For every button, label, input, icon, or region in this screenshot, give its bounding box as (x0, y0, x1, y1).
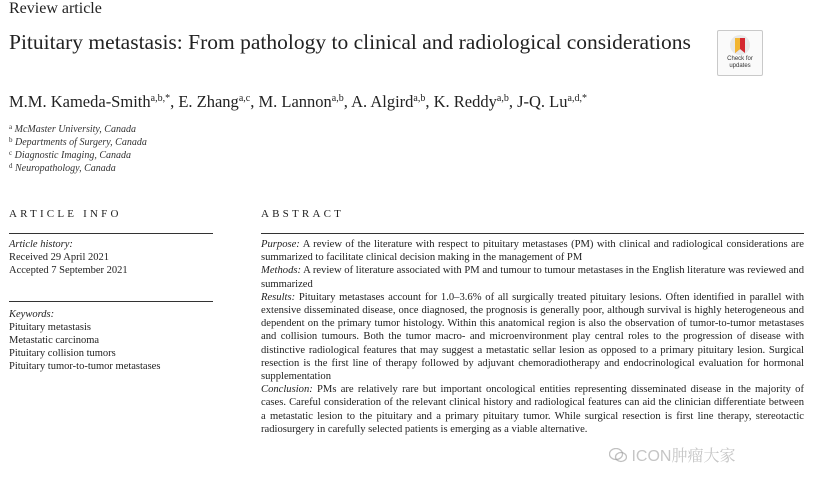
affiliation-item: $^a$ McMaster University, Canada (9, 123, 136, 135)
article-info-heading: ARTICLE INFO (9, 208, 122, 220)
article-history (9, 238, 128, 277)
author[interactable]: A. Algird$^{a,b}$ (351, 92, 426, 111)
received-date: Received 29 April 2021 (9, 252, 110, 263)
affiliations (9, 123, 147, 175)
abstract-conclusion: Conclusion: PMs are relatively rare but important oncological entities representing disseminated disease in the majority of cases. Careful consideration of the relevant clinical history and radiological features can aid the clinician differentiate between a metastatic lesion to the pituitary and a primary pituitary tumor. While surgical resection is first line therapy, stereotactic radiosurgery in carefully selected patients is emerging as a viable alternative. (261, 384, 804, 435)
author-list: M.M. Kameda-Smith$^{a,b,*}$, E. Zhang$^{a,c}$, M. Lannon$^{a,b}$, A. Algird$^{a,b}$, K. Reddy$^{a,b}$, J-Q. $Lu^{a,d,*}$ (9, 92, 587, 111)
abstract-methods: Methods: A review of literature associated with PM and tumour to tumour metastases in the English literature was reviewed and summarized (261, 265, 804, 290)
author[interactable]: E. Zhang$^{a,c}$ (178, 92, 251, 111)
keyword-item: Pituitary metastasis (9, 322, 91, 333)
paper-title: Pituitary metastasis: From pathology to clinical and radiological considerations (9, 30, 691, 54)
abstract-results: Results: Pituitary metastases account for 1.0–3.6% of all surgically treated pituitary lesions. Often identified in parallel with extensive disseminated disease, once diagnosed, the prognosis is generally poor, although survival is highly heterogeneous and dependent on the primary tumor histology. Within this anatomical region is also the observation of tumor-to-tumor metastases and collision tumours. Both the tumor macro- and microenvironment play central roles to the progression of disease with distinctive radiological features that may suggest a metastatic sellar lesion as opposed to a primary pituitary lesion. Surgical resection is the first line of therapy followed by adjuvant chemoradiotherapy and endocrinological evaluation for hormonal supplementation (261, 291, 804, 383)
bookmark-ribbon-icon (729, 34, 751, 56)
abstract-body (261, 238, 804, 436)
affiliation-item: $^c$ Diagnostic Imaging, Canada (9, 149, 131, 161)
keywords-label: Keywords: (9, 309, 55, 320)
keyword-item: Pituitary tumor-to-tumor metastases (9, 361, 161, 372)
affiliation-item: $^b$ Departments of Surgery, Canada (9, 136, 147, 148)
check-updates-line1: Check for (727, 56, 753, 62)
keywords (9, 308, 160, 373)
accepted-date: Accepted 7 September 2021 (9, 265, 128, 276)
article-type: Review article (9, 0, 102, 17)
chat-bubble-icon (609, 448, 627, 463)
abstract-rule (261, 233, 804, 234)
history-label: Article history: (9, 239, 73, 250)
author[interactable]: M.M. Kameda-Smith$^{a,b,*}$ (9, 92, 171, 111)
author[interactable]: J-Q. $Lu^{a,d,*}$ (517, 92, 587, 111)
keyword-item: Pituitary collision tumors (9, 348, 116, 359)
author[interactable]: K. Reddy$^{a,b}$ (433, 92, 509, 111)
check-for-updates-badge[interactable] (717, 30, 763, 76)
watermark: ICON肿瘤大家 (609, 443, 735, 466)
keyword-item: Metastatic carcinoma (9, 335, 100, 346)
keywords-rule (9, 301, 213, 302)
abstract-heading: ABSTRACT (261, 208, 345, 220)
affiliation-item: $^d$ Neuropathology, Canada (9, 162, 116, 174)
abstract-purpose: Purpose: A review of the literature with respect to pituitary metastases (PM) with clinical and radiological considerations are summarized to facilitate clinical decision making in the management of PM (261, 239, 804, 264)
author[interactable]: M. Lannon$^{a,b}$ (258, 92, 344, 111)
check-updates-line2: updates (729, 63, 751, 69)
article-info-rule (9, 233, 213, 234)
